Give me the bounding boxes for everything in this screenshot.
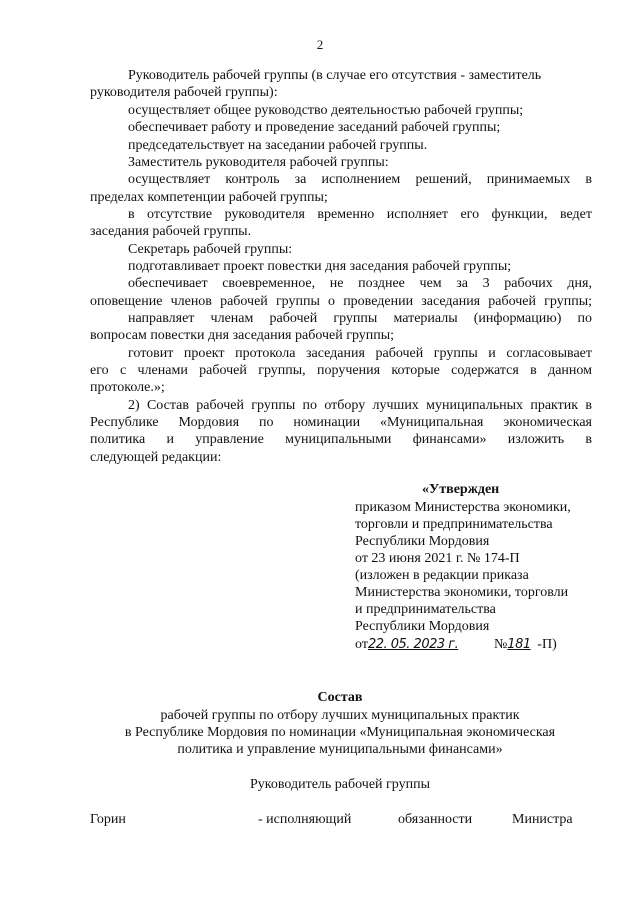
- approval-title: «Утвержден: [422, 482, 500, 497]
- approval-number-prefix: №: [493, 637, 508, 652]
- composition-line: политика и управление муниципальными финансами»: [177, 742, 503, 757]
- body-line: председательствует на заседании рабочей группы.: [128, 138, 428, 153]
- member-role: - исполняющий: [258, 812, 352, 827]
- composition-line: рабочей группы по отбору лучших муниципальных практик: [160, 708, 520, 723]
- member-role-3: Министра: [512, 812, 573, 827]
- section-heading: Руководитель рабочей группы: [250, 777, 430, 792]
- approval-date-line: [355, 637, 557, 653]
- member-role-2: обязанности: [398, 812, 473, 827]
- approval-line: (изложен в редакции приказа: [355, 568, 529, 583]
- composition-title: Состав: [317, 690, 363, 705]
- body-line: Секретарь рабочей группы:: [128, 242, 293, 257]
- body-line: в отсутствие руководителя временно исполняет его функции, ведет: [128, 207, 592, 222]
- body-line: осуществляет контроль за исполнением решений, принимаемых в: [128, 172, 592, 187]
- body-line: обеспечивает работу и проведение заседаний рабочей группы;: [128, 120, 501, 135]
- body-line: Заместитель руководителя рабочей группы:: [128, 155, 389, 170]
- handwritten-date: 22. 05. 2023 г.: [367, 637, 459, 652]
- approval-number-suffix: -П): [537, 637, 557, 652]
- page-number: 2: [316, 37, 324, 52]
- body-line: руководителя рабочей группы):: [90, 85, 278, 100]
- body-line: его с членами рабочей группы, поручения которые содержатся в данном: [90, 363, 592, 378]
- approval-date-prefix: от: [355, 637, 368, 652]
- approval-line: Республики Мордовия: [355, 534, 490, 549]
- approval-line: торговли и предпринимательства: [355, 517, 553, 532]
- body-line: заседания рабочей группы.: [90, 224, 252, 239]
- approval-line: Республики Мордовия: [355, 619, 490, 634]
- body-line: подготавливает проект повестки дня заседания рабочей группы;: [128, 259, 512, 274]
- body-line: осуществляет общее руководство деятельностью рабочей группы;: [128, 103, 524, 118]
- body-line: пределах компетенции рабочей группы;: [90, 190, 328, 205]
- body-line: вопросам повестки дня заседания рабочей группы;: [90, 328, 395, 343]
- body-line: Руководитель рабочей группы (в случае его отсутствия - заместитель: [128, 68, 542, 83]
- approval-line: и предпринимательства: [355, 602, 496, 617]
- member-name: Горин: [90, 812, 126, 827]
- approval-line: Министерства экономики, торговли: [355, 585, 569, 600]
- handwritten-number: 181: [507, 637, 531, 652]
- body-line: политика и управление муниципальными финансами» изложить в: [90, 432, 592, 447]
- body-line: оповещение членов рабочей группы о проведении заседания рабочей группы;: [90, 294, 592, 309]
- body-line: готовит проект протокола заседания рабочей группы и согласовывает: [128, 346, 592, 361]
- body-line: обеспечивает своевременное, не позднее чем за 3 рабочих дня,: [128, 276, 592, 291]
- body-line: направляет членам рабочей группы материалы (информацию) по: [128, 311, 592, 326]
- body-line: 2) Состав рабочей группы по отбору лучших муниципальных практик в: [128, 398, 592, 413]
- approval-line: приказом Министерства экономики,: [355, 500, 571, 515]
- body-line: Республике Мордовия по номинации «Муниципальная экономическая: [90, 415, 592, 430]
- body-line: следующей редакции:: [90, 450, 222, 465]
- approval-line: от 23 июня 2021 г. № 174-П: [355, 551, 520, 566]
- composition-line: в Республике Мордовия по номинации «Муниципальная экономическая: [124, 725, 556, 740]
- body-line: протоколе.»;: [90, 380, 165, 395]
